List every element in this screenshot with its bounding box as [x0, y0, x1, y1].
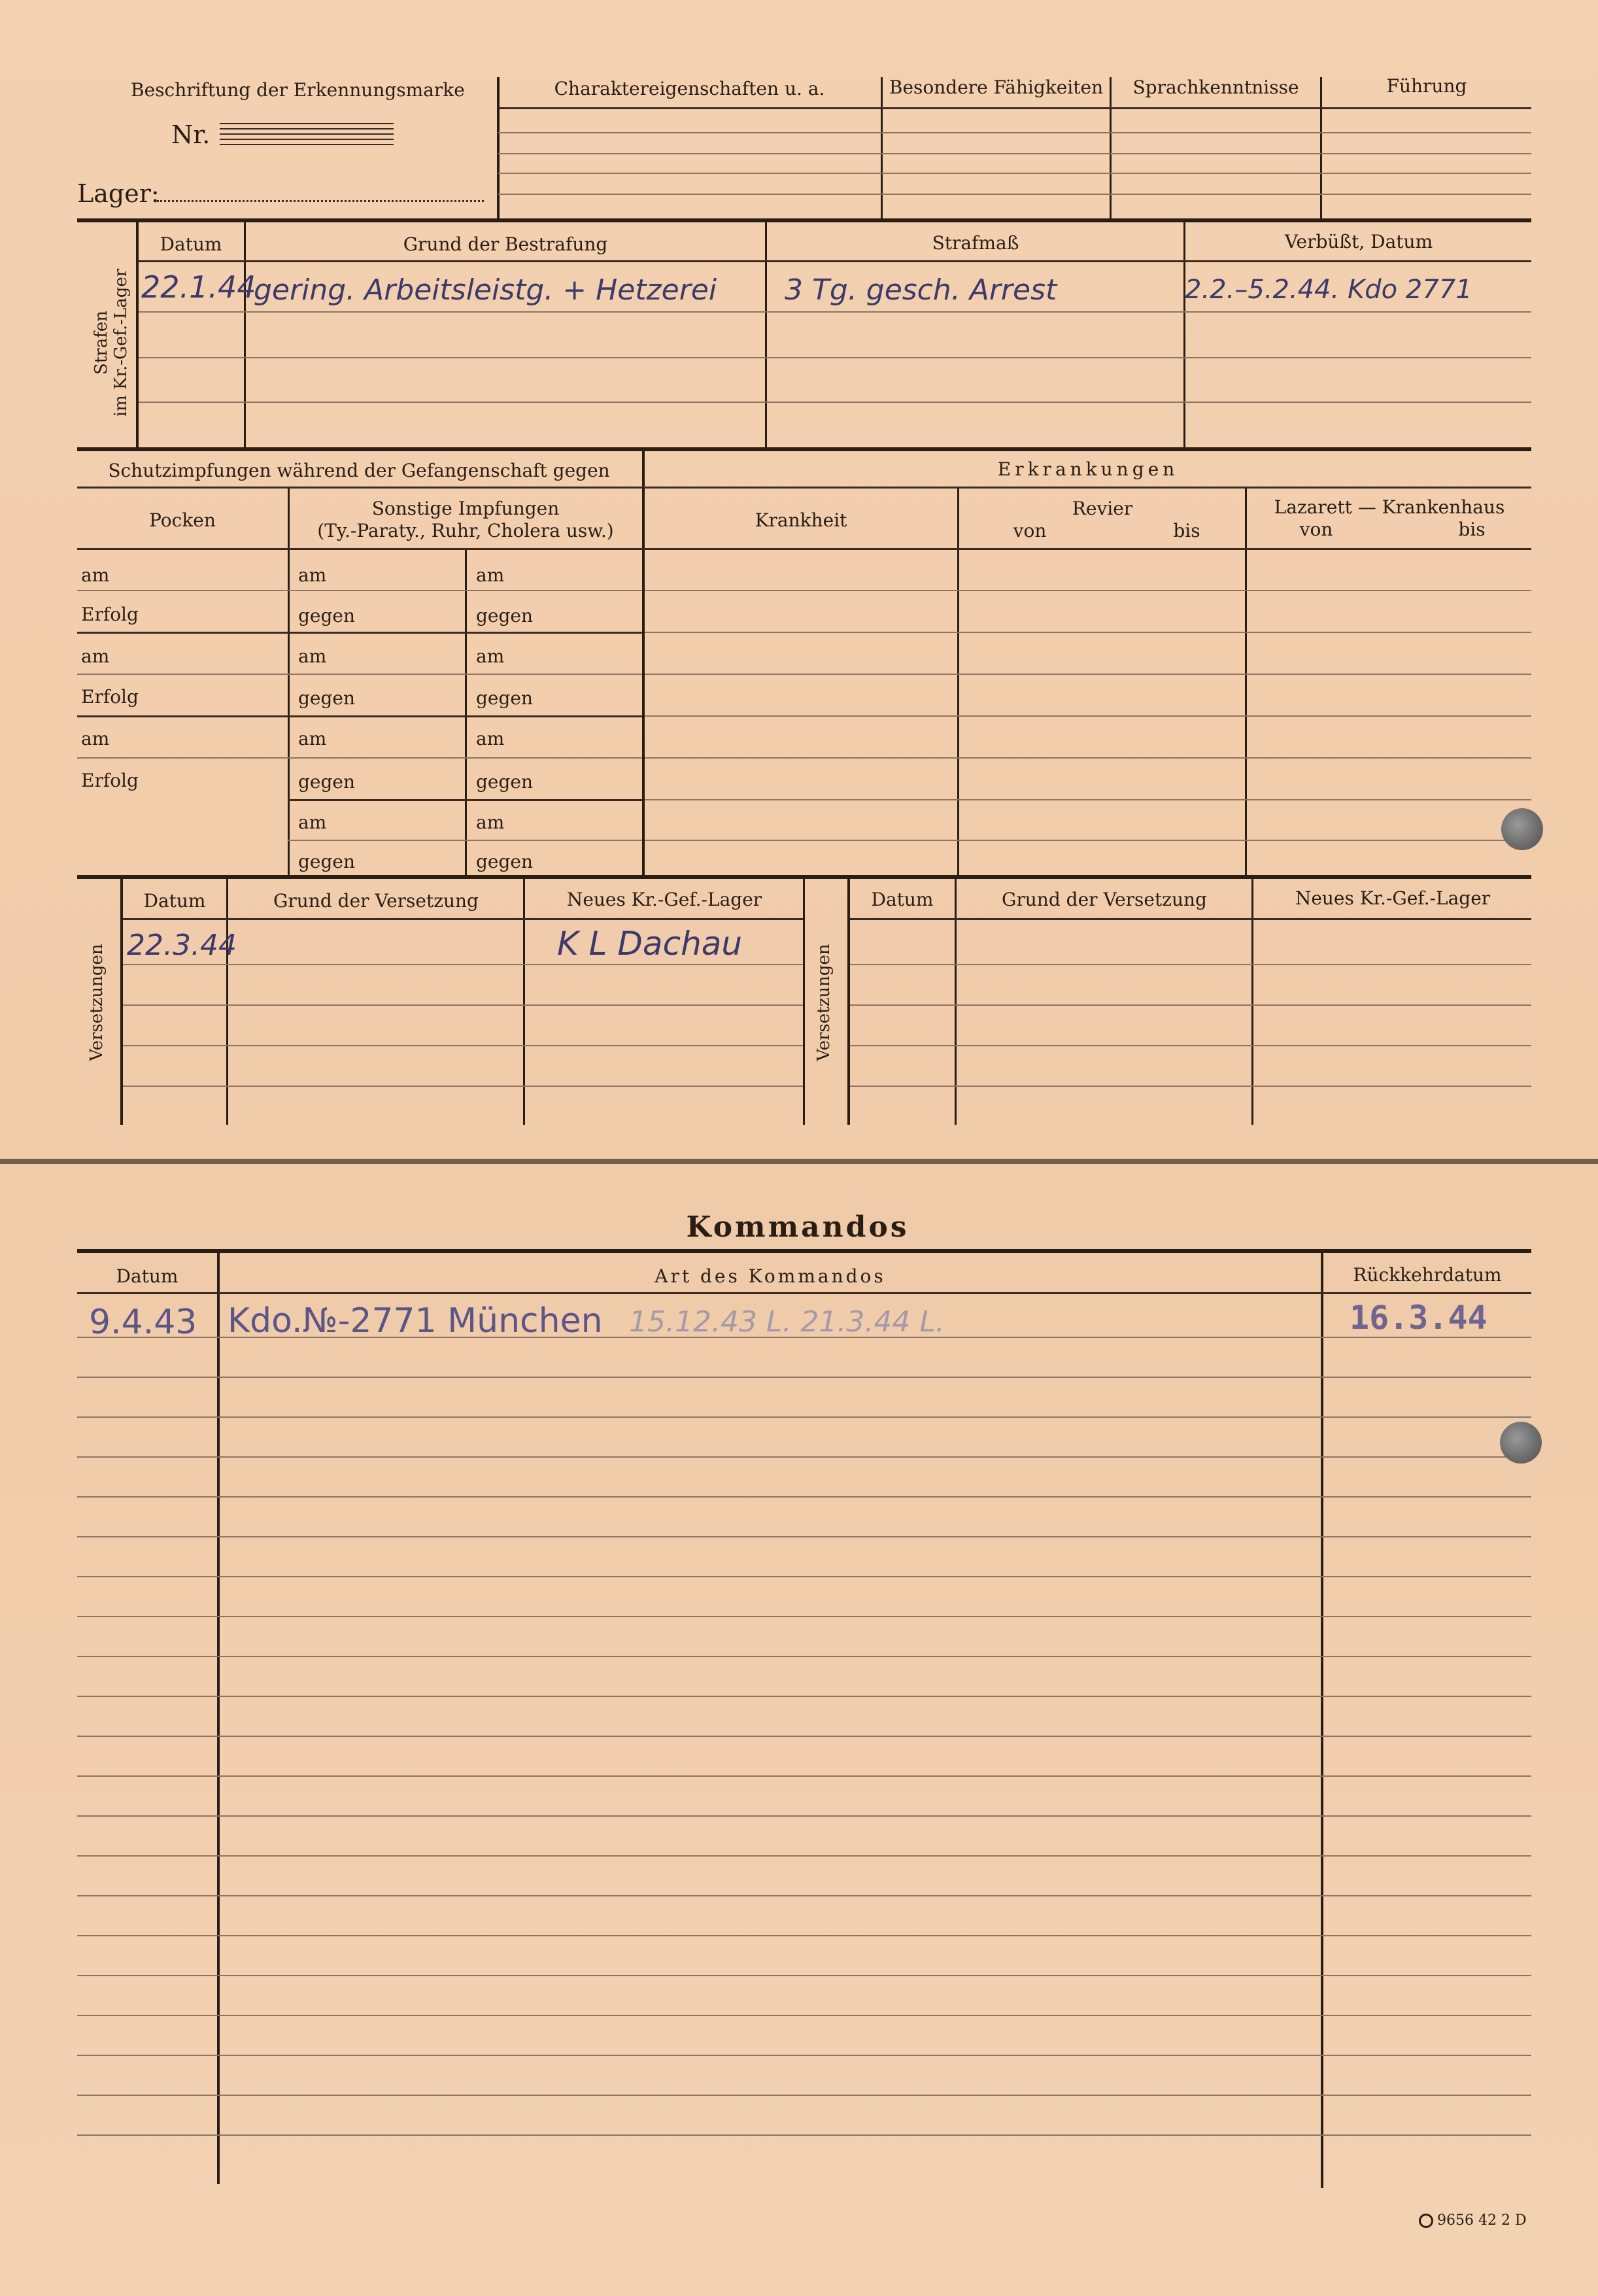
kommando-ruled-line: [77, 1456, 1531, 1458]
nr-lines: [220, 123, 394, 146]
versetzung-lager-entry: K L Dachau: [557, 925, 743, 963]
kommando-ruled-line: [77, 2095, 1531, 2096]
lager-label: Lager:: [77, 179, 160, 208]
punch-hole-top: [1501, 808, 1543, 850]
versetzung-datum-header-1: Datum: [143, 890, 206, 912]
pocken-header: Pocken: [149, 509, 216, 531]
kommando-ruled-line: [77, 1656, 1531, 1657]
sonstige-am-3b: am: [476, 728, 505, 749]
kommando-ruled-line: [77, 1616, 1531, 1617]
sprachkenntnisse-header: Sprachkenntnisse: [1132, 77, 1299, 98]
versetzungen-side-label-2: Versetzungen: [814, 944, 834, 1061]
kommando-ruled-line: [77, 1377, 1531, 1378]
lazarett-bis: bis: [1458, 519, 1486, 540]
kommando-ruled-line: [77, 1736, 1531, 1737]
rueckkehr-header: Rückkehrdatum: [1353, 1264, 1502, 1286]
strafmass-header: Strafmaß: [932, 232, 1019, 254]
sonstige-am-2a: am: [298, 645, 327, 667]
faehigkeiten-header: Besondere Fähigkeiten: [889, 77, 1104, 98]
strafen-datum-entry: 22.1.44: [141, 269, 256, 305]
sonstige-gegen-4a: gegen: [298, 851, 356, 872]
lazarett-header: Lazarett — Krankenhaus: [1274, 496, 1505, 518]
fuehrung-header: Führung: [1386, 75, 1467, 97]
punch-hole-bottom: [1500, 1422, 1542, 1464]
verbuesst-entry: 2.2.–5.2.44. Kdo 2771: [1185, 275, 1472, 305]
sonstige-gegen-4b: gegen: [476, 851, 534, 872]
sonstige-am-2b: am: [476, 645, 505, 667]
impfungen-title: Schutzimpfungen während der Gefangenschaft gegen: [108, 460, 610, 481]
revier-header: Revier: [1072, 498, 1133, 519]
krankheit-header: Krankheit: [755, 509, 847, 531]
revier-von: von: [1013, 520, 1047, 541]
strafmass-entry: 3 Tg. gesch. Arrest: [785, 273, 1057, 307]
pocken-am-2: am: [81, 645, 110, 667]
sonstige-gegen-3a: gegen: [298, 771, 356, 793]
kommando-pencil-note: 15.12.43 L. 21.3.44 L.: [629, 1305, 945, 1339]
beschriftung-label: Beschriftung der Erkennungsmarke: [131, 79, 465, 101]
pocken-am-3: am: [81, 728, 110, 749]
print-code: 9656 42 2 D: [1419, 2210, 1527, 2231]
rueckkehr-entry: 16.3.44: [1350, 1299, 1488, 1337]
sonstige-header-2: (Ty.-Paraty., Ruhr, Cholera usw.): [317, 520, 614, 541]
verbuesst-header: Verbüßt, Datum: [1284, 231, 1433, 252]
versetzung-grund-header-2: Grund der Versetzung: [1002, 889, 1207, 910]
kommando-ruled-line: [77, 1855, 1531, 1857]
pocken-erfolg-2: Erfolg: [81, 686, 139, 708]
kommando-ruled-line: [77, 2055, 1531, 2056]
lazarett-von: von: [1299, 519, 1333, 540]
kommando-datum-header: Datum: [116, 1265, 178, 1287]
kommando-ruled-line: [77, 1895, 1531, 1896]
charakter-header: Charaktereigenschaften u. a.: [554, 78, 825, 99]
sonstige-header-1: Sonstige Impfungen: [371, 498, 560, 519]
pocken-erfolg-1: Erfolg: [81, 604, 139, 625]
kommando-datum-entry: 9.4.43: [89, 1303, 197, 1342]
versetzung-lager-header-1: Neues Kr.-Gef.-Lager: [566, 889, 762, 910]
kommando-ruled-line: [77, 2015, 1531, 2016]
strafen-side-label: Strafen im Kr.-Gef.-Lager: [92, 268, 131, 417]
pocken-erfolg-3: Erfolg: [81, 770, 139, 791]
kommando-ruled-line: [77, 1576, 1531, 1577]
versetzung-datum-entry: 22.3.44: [127, 929, 237, 962]
sonstige-gegen-1a: gegen: [298, 605, 356, 626]
kommando-ruled-line: [77, 1975, 1531, 1976]
kommando-ruled-line: [77, 1416, 1531, 1418]
kommando-ruled-line: [77, 1935, 1531, 1936]
strafen-grund-header: Grund der Bestrafung: [403, 233, 608, 255]
kommando-ruled-line: [77, 1775, 1531, 1777]
kommando-ruled-line: [77, 1496, 1531, 1498]
versetzung-lager-header-2: Neues Kr.-Gef.-Lager: [1295, 887, 1491, 909]
revier-bis: bis: [1173, 520, 1200, 541]
sonstige-am-1b: am: [476, 564, 505, 586]
versetzung-grund-header-1: Grund der Versetzung: [273, 890, 479, 912]
strafen-datum-header: Datum: [160, 233, 222, 255]
kommando-ruled-line: [77, 1696, 1531, 1697]
printer-mark-icon: [1419, 2214, 1433, 2228]
kommando-ruled-line: [77, 1536, 1531, 1537]
kommandos-title: Kommandos: [686, 1210, 910, 1244]
sonstige-am-4b: am: [476, 812, 505, 833]
nr-label: Nr.: [171, 120, 211, 149]
erkrankungen-title: Erkrankungen: [997, 458, 1179, 480]
sonstige-gegen-2b: gegen: [476, 687, 534, 709]
versetzung-datum-header-2: Datum: [871, 889, 934, 910]
sonstige-gegen-2a: gegen: [298, 687, 356, 709]
fold-line: [0, 1159, 1598, 1164]
sonstige-am-4a: am: [298, 812, 327, 833]
sonstige-gegen-1b: gegen: [476, 605, 534, 626]
sonstige-am-1a: am: [298, 564, 327, 586]
sonstige-gegen-3b: gegen: [476, 771, 534, 793]
versetzungen-side-label-1: Versetzungen: [87, 944, 107, 1061]
sonstige-am-3a: am: [298, 728, 327, 749]
kommando-ruled-line: [77, 2134, 1531, 2136]
strafen-grund-entry: gering. Arbeitsleistg. + Hetzerei: [254, 273, 717, 307]
lager-dotted-line: [157, 200, 484, 202]
kommando-ruled-line: [77, 1815, 1531, 1817]
kommando-art-header: Art des Kommandos: [654, 1265, 886, 1287]
kommando-art-entry: Kdo.№-2771 München: [228, 1301, 603, 1341]
pocken-am-1: am: [81, 564, 110, 586]
